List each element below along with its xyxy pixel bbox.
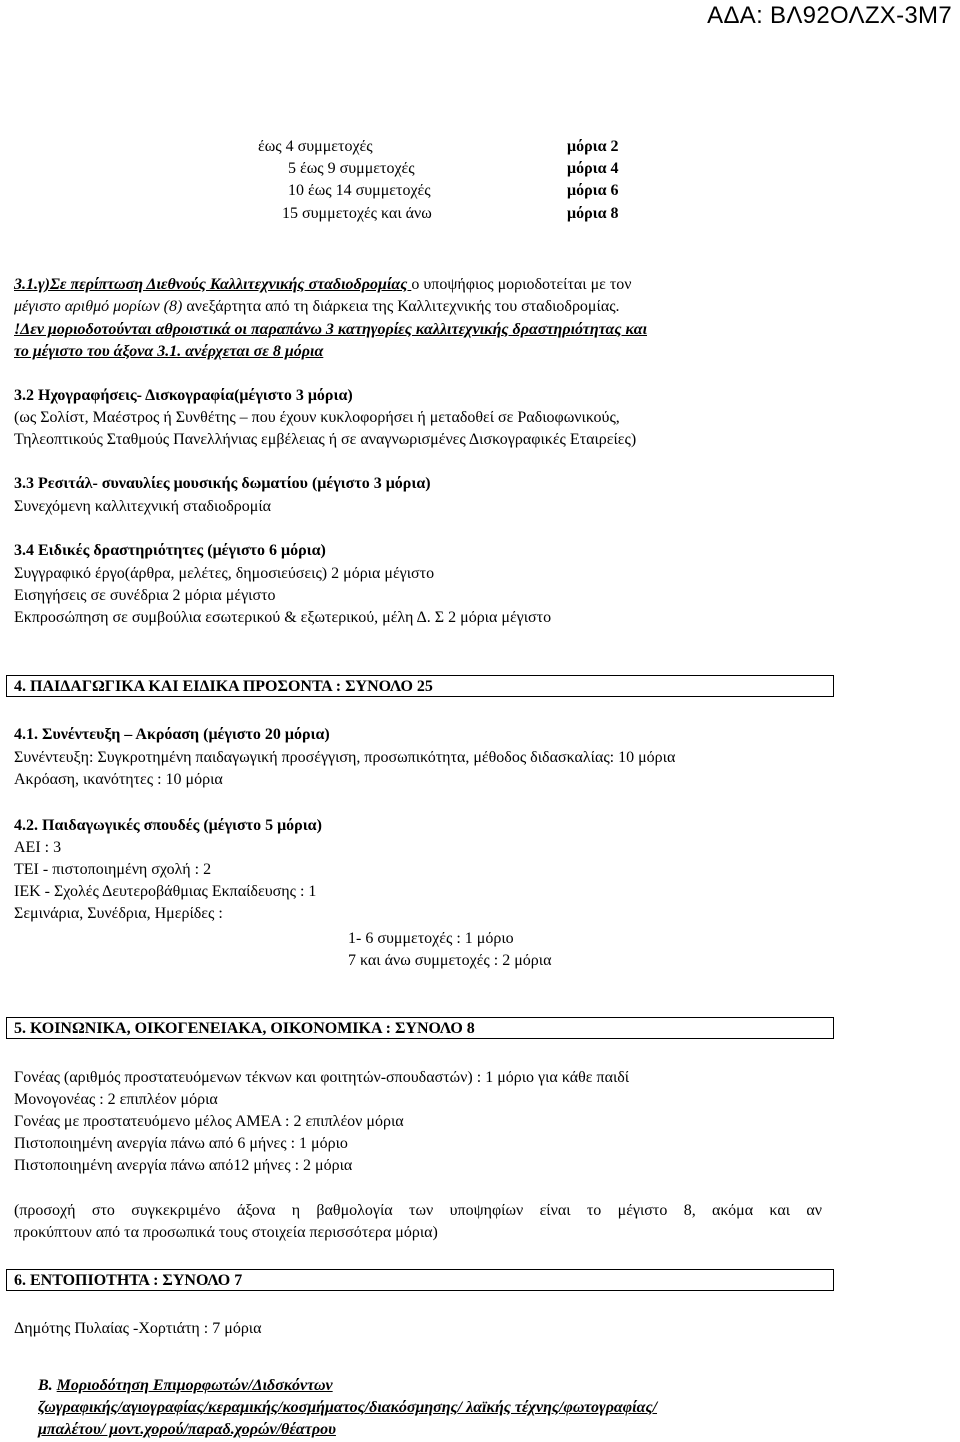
section-34-line3: Εκπροσώπηση σε συμβούλια εσωτερικού & εξωτερικού, μέλη Δ. Σ 2 μόρια μέγιστο [14, 609, 552, 626]
section-5-note1-text: (προσοχή στο συγκεκριμένο άξονα η βαθμολογία των υποψηφίων είναι το μέγιστο 8, ακόμα και αν [14, 1202, 822, 1219]
section-41-line2: Ακρόαση, ικανότητες : 10 μόρια [14, 771, 223, 788]
section-311g-line1 [14, 275, 632, 295]
section-41-line1: Συνέντευξη: Συγκροτημένη παιδαγωγική προσέγγιση, προσωπικότητα, μέθοδος διδασκαλίας: 10 μόρια [14, 749, 676, 766]
section-5-line3: Γονέας με προστατευόμενο μέλος ΑΜΕΑ : 2 επιπλέον μόρια [14, 1113, 404, 1130]
section-b-line3[interactable]: μπαλέτου/ μοντ.χορού/παραδ.χορών/θέατρου [38, 1421, 336, 1438]
section-41-title: 4.1. Συνέντευξη – Ακρόαση (μέγιστο 20 μόρια) [14, 726, 330, 743]
ada-code: ΑΔΑ: ΒΛ92ΟΛΖΧ-3Μ7 [707, 2, 952, 29]
section-34-line1: Συγγραφικό έργο(άρθρα, μελέτες, δημοσιεύσεις) 2 μόρια μέγιστο [14, 565, 435, 582]
section-42-iek: ΙΕΚ - Σχολές Δευτεροβάθμιας Εκπαίδευσης : 1 [14, 883, 317, 900]
participation-label: 5 έως 9 συμμετοχές [288, 160, 415, 177]
section-b-line2[interactable]: ζωγραφικής/αγιογραφίας/κεραμικής/κοσμήματος/διακόσμησης/ λαϊκής τέχνης/φωτογραφίας/ [38, 1399, 658, 1416]
section-b-prefix: Β. [38, 1377, 57, 1394]
max-points-text: μέγιστο αριθμό μορίων (8) [14, 298, 183, 315]
section-42-title: 4.2. Παιδαγωγικές σπουδές (μέγιστο 5 μόρια) [14, 817, 322, 834]
duration-text: ανεξάρτητα από τη διάρκεια της Καλλιτεχνικής του σταδιοδρομίας. [182, 298, 620, 315]
section-33-line1: Συνεχόμενη καλλιτεχνική σταδιοδρομία [14, 498, 272, 515]
section-311g-line2 [14, 297, 620, 317]
section-b-title[interactable]: Μοριοδότηση Επιμορφωτών/Διδσκόντων [56, 1377, 333, 1394]
participation-points: μόρια 4 [567, 160, 619, 177]
section-5-note2: προκύπτουν από τα προσωπικά τους στοιχεία περισσότερα μόρια) [14, 1224, 438, 1241]
section-33-title: 3.3 Ρεσιτάλ- συναυλίες μουσικής δωματίου (μέγιστο 3 μόρια) [14, 475, 431, 492]
section-311g-link[interactable]: 3.1.γ)Σε περίπτωση Διεθνούς Καλλιτεχνικής σταδιοδρομίας [14, 276, 412, 293]
participation-points: μόρια 6 [567, 182, 619, 199]
section-42-seminars-2: 7 και άνω συμμετοχές : 2 μόρια [348, 952, 552, 969]
section-6-line1: Δημότης Πυλαίας -Χορτιάτη : 7 μόρια [14, 1320, 262, 1337]
section-32-line2: Τηλεοπτικούς Σταθμούς Πανελλήνιας εμβέλειας ή σε αναγνωρισμένες Δισκογραφικές Εταιρείες) [14, 431, 637, 448]
section-42-tei: ΤΕΙ - πιστοποιημένη σχολή : 2 [14, 861, 212, 878]
section-42-seminars: Σεμινάρια, Συνέδρια, Ημερίδες : [14, 905, 223, 922]
participation-points: μόρια 2 [567, 138, 619, 155]
cumulative-note-line2: το μέγιστο του άξονα 3.1. ανέρχεται σε 8 μόρια [14, 343, 324, 360]
section-42-seminars-1: 1- 6 συμμετοχές : 1 μόριο [348, 930, 514, 947]
section-311g-text: ο υποψήφιος μοριοδοτείται με τον [411, 276, 632, 293]
section-5-line1: Γονέας (αριθμός προστατευόμενων τέκνων και φοιτητών-σπουδαστών) : 1 μόριο για κάθε παιδί [14, 1069, 630, 1086]
section-4-header-box: 4. ΠΑΙΔΑΓΩΓΙΚΑ ΚΑΙ ΕΙΔΙΚΑ ΠΡΟΣΟΝΤΑ : ΣΥΝΟΛΟ 25 [6, 675, 834, 697]
section-42-aei: ΑΕΙ : 3 [14, 839, 62, 856]
section-6-header-box: 6. ΕΝΤΟΠΙΟΤΗΤΑ : ΣΥΝΟΛΟ 7 [6, 1269, 834, 1291]
section-32-title: 3.2 Ηχογραφήσεις- Δισκογραφία(μέγιστο 3 μόρια) [14, 387, 353, 404]
participation-points: μόρια 8 [567, 205, 619, 222]
section-34-line2: Εισηγήσεις σε συνέδρια 2 μόρια μέγιστο [14, 587, 276, 604]
section-5-line2: Μονογονέας : 2 επιπλέον μόρια [14, 1091, 218, 1108]
section-5-line4: Πιστοποιημένη ανεργία πάνω από 6 μήνες : 1 μόριο [14, 1135, 348, 1152]
participation-label: έως 4 συμμετοχές [258, 138, 373, 155]
section-5-line5: Πιστοποιημένη ανεργία πάνω από12 μήνες : 2 μόρια [14, 1157, 353, 1174]
participation-label: 15 συμμετοχές και άνω [282, 205, 432, 222]
section-32-line1: (ως Σολίστ, Μαέστρος ή Συνθέτης – που έχουν κυκλοφορήσει ή μεταδοθεί σε Ραδιοφωνικούς, [14, 409, 620, 426]
cumulative-note-line1: !Δεν μοριοδοτούνται αθροιστικά οι παραπάνω 3 κατηγορίες καλλιτεχνικής δραστηριότητας και [14, 321, 648, 338]
section-b-line1 [38, 1376, 333, 1396]
section-5-header-box: 5. ΚΟΙΝΩΝΙΚΑ, ΟΙΚΟΓΕΝΕΙΑΚΑ, ΟΙΚΟΝΟΜΙΚΑ : ΣΥΝΟΛΟ 8 [6, 1017, 834, 1039]
section-34-title: 3.4 Ειδικές δραστηριότητες (μέγιστο 6 μόρια) [14, 542, 326, 559]
section-5-note1 [14, 1201, 822, 1221]
participation-label: 10 έως 14 συμμετοχές [288, 182, 431, 199]
